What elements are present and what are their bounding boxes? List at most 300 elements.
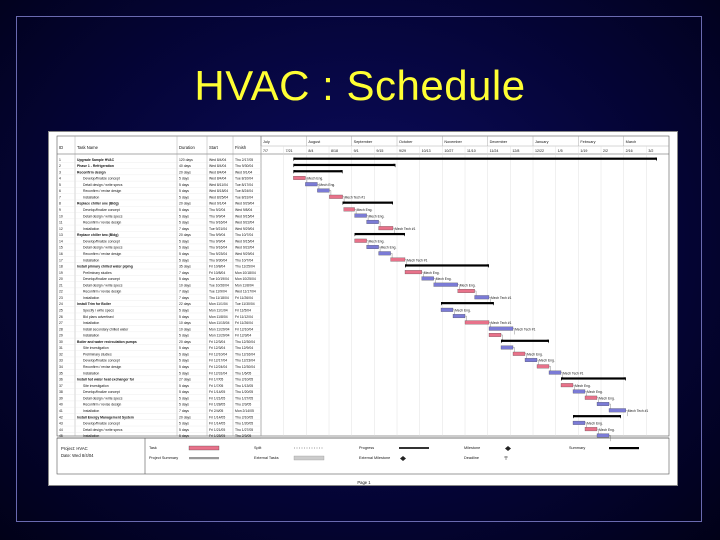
task-resource-label: Mech Eng. [539,358,555,363]
timescale-date-label: 1/19 [580,149,588,153]
task-duration: 20 days [179,415,191,420]
task-name: Reconfirm / revise design [83,365,122,370]
task-start: Fri 2/4/05 [209,408,224,413]
task-start: Wed 8/4/04 [209,176,227,181]
task-duration: 5 days [179,333,189,338]
gantt-chart [48,131,678,486]
task-start: Thu 9/2/04 [209,208,226,213]
task-start: Fri 12/17/04 [209,358,228,363]
legend-swatch-project-summary [189,457,219,459]
task-name: Detail design / write specs [83,245,123,250]
timescale-month-label: October [399,140,413,144]
column-header-id: ID [59,145,64,150]
task-name: Installation [83,333,100,338]
task-start: Wed 8/4/04 [209,170,227,175]
task-finish: Thu 12/30/04 [235,365,255,370]
task-name: Installation [83,226,100,231]
task-duration: 7 days [179,289,189,294]
task-id: 22 [59,289,63,294]
task-duration: 5 days [179,189,189,194]
task-resource-label: Mech Eng. [587,421,603,426]
task-bar [391,258,405,262]
summary-bar [343,202,393,204]
task-name: Installation [83,371,100,376]
timescale-month-label: August [308,140,321,144]
task-finish: Thu 1/27/05 [235,396,254,401]
task-bar [585,427,597,431]
task-bar [489,333,501,337]
task-duration: 20 days [179,233,191,238]
task-finish: Wed 9/1/04 [235,170,253,175]
task-name: Install primary chilled water piping [77,264,133,269]
task-bar [525,358,537,362]
task-bar [597,434,609,438]
task-duration: 20 days [179,170,191,175]
footer-project: Project: HVAC [61,446,88,451]
task-bar [573,421,585,425]
task-start: Fri 1/14/05 [209,421,226,426]
task-duration: 5 days [179,258,189,263]
task-duration: 5 days [179,245,189,250]
task-start: Fri 10/8/04 [209,270,226,275]
task-resource-label: Mech Eng. [527,352,543,357]
task-start: Fri 1/21/05 [209,396,226,401]
task-start: Fri 12/10/04 [209,352,228,357]
task-id: 43 [59,421,63,426]
task-start: Wed 8/18/04 [209,189,229,194]
summary-bar [573,415,621,417]
legend-label: Project Summary [149,456,179,460]
task-start: Thu 9/30/04 [209,258,228,263]
task-id: 31 [59,346,63,351]
task-start: Wed 8/4/04 [209,157,227,162]
task-start: Thu 9/16/04 [209,220,228,225]
task-name: Installation [83,195,100,200]
task-name: Boiler and water recirculation pumps [77,339,137,344]
task-id: 2 [59,164,61,169]
timescale-date-label: 11/10 [467,149,476,153]
task-duration: 20 days [179,339,191,344]
task-bar [573,390,585,394]
task-start: Thu 9/9/04 [209,214,226,219]
task-duration: 7 days [179,270,189,275]
task-start: Mon 11/1/04 [209,308,228,313]
task-finish: Thu 10/7/04 [235,258,254,263]
task-id: 38 [59,390,63,395]
legend-swatch-external [294,456,324,460]
task-finish: Wed 9/29/04 [235,201,255,206]
task-finish: Tue 8/10/04 [235,176,253,181]
legend-swatch-deadline [504,456,508,460]
task-finish: Thu 2/10/05 [235,377,254,382]
task-name: Install Trim for Boiler [77,302,111,307]
task-id: 25 [59,308,63,313]
task-finish: Tue 11/30/04 [235,302,255,307]
task-name: Preliminary studies [83,270,112,275]
task-name: Detail design / write specs [83,427,123,432]
legend-swatch-task [189,446,219,450]
task-start: Fri 12/24/04 [209,365,228,370]
task-duration: 5 days [179,176,189,181]
task-finish: Thu 1/27/05 [235,427,254,432]
task-id: 37 [59,383,63,388]
task-name: Site investigation [83,383,109,388]
task-bar [585,396,597,400]
task-bar [317,189,329,193]
task-finish: Fri 11/26/04 [235,295,253,300]
task-bar [355,214,367,218]
task-name: Reconfirm / revise design [83,402,122,407]
task-finish: Wed 9/8/04 [235,208,253,213]
timescale-date-label: 7/7 [263,149,268,153]
task-duration: 22 days [179,302,191,307]
task-start: Wed 9/1/04 [209,201,227,206]
footer-page: Page 1 [357,480,371,485]
task-duration: 5 days [179,371,189,376]
task-duration: 5 days [179,308,189,313]
task-finish: Fri 11/5/04 [235,308,251,313]
task-finish: Fri 11/26/04 [235,321,253,326]
task-id: 40 [59,402,63,407]
task-finish: Fri 12/3/04 [235,333,252,338]
task-id: 41 [59,408,63,413]
task-bar [344,208,355,212]
summary-bar [501,340,549,342]
task-finish: Wed 9/29/04 [235,226,255,231]
task-bar [379,252,391,256]
task-start: Fri 1/14/05 [209,415,226,420]
task-bar [465,321,489,325]
task-bar [379,226,393,230]
task-duration: 5 days [179,346,189,351]
task-id: 35 [59,371,63,376]
timescale-date-label: 2/2 [603,149,608,153]
task-id: 21 [59,283,63,288]
task-id: 32 [59,352,63,357]
timescale-month-label: February [580,140,596,144]
task-bar [305,182,317,186]
legend-label: External Tasks [254,456,279,460]
task-finish: Mon 10/18/04 [235,270,256,275]
task-start: Wed 8/11/04 [209,182,228,187]
task-resource-label: Mech Eng. [599,396,615,401]
task-bar [367,245,379,249]
task-name: Develop/finalize concept [83,421,120,426]
task-finish: Thu 9/30/04 [235,164,254,169]
task-id: 33 [59,358,63,363]
task-name: Detail design / write specs [83,396,123,401]
task-duration: 5 days [179,352,189,357]
task-finish: Thu 1/20/05 [235,390,254,395]
legend-label: Task [149,446,157,450]
task-duration: 5 days [179,239,189,244]
timescale-date-label: 9/29 [399,149,406,153]
timescale-date-label: 11/24 [489,149,499,153]
task-name: Site investigation [83,346,109,351]
task-duration: 10 days [179,283,191,288]
task-duration: 7 days [179,408,189,413]
task-duration: 5 days [179,214,189,219]
task-finish: Thu 2/3/05 [235,402,252,407]
task-resource-label: Mech Eng. [423,270,440,275]
task-name: Detail design / write specs [83,214,123,219]
task-id: 15 [59,245,63,250]
task-start: Fri 1/28/05 [209,402,226,407]
task-bar [329,195,342,199]
task-id: 16 [59,251,63,256]
timescale-date-label: 8/18 [331,149,338,153]
task-id: 13 [59,233,63,238]
task-start: Mon 11/1/04 [209,302,228,307]
task-duration: 10 days [179,321,191,326]
task-id: 1 [59,157,61,162]
task-start: Fri 12/3/04 [209,346,226,351]
task-name: Preliminary studies [83,352,112,357]
task-finish: Thu 2/10/05 [235,415,254,420]
task-resource-label: Mech Eng. [368,214,385,219]
task-id: 36 [59,377,63,382]
task-finish: Mon 11/8/04 [235,283,254,288]
task-id: 18 [59,264,63,269]
legend-label: Progress [359,446,375,450]
task-name: Develop/finalize concept [83,277,120,282]
task-id: 29 [59,333,63,338]
task-duration: 5 days [179,434,189,439]
task-resource-label: Mech Eng. [356,208,373,213]
task-name: Phase 1 - Refrigeration [77,164,114,169]
summary-bar [293,170,342,172]
task-finish: Wed 9/29/04 [235,251,255,256]
task-resource-label: Mech Tech #1 [627,408,649,413]
task-finish: Thu 2/17/05 [235,157,254,162]
task-id: 7 [59,195,61,200]
task-resource-label: Mech Tech #1 [563,371,584,376]
task-bar [489,327,513,331]
legend-swatch-milestone [400,456,406,461]
task-bar [367,220,379,224]
task-id: 17 [59,258,63,263]
task-start: Tue 10/19/04 [209,277,229,282]
footer-date: Date: Wed 8/4/04 [61,453,94,458]
timescale-date-label: 12/8 [512,149,520,153]
task-id: 14 [59,239,63,244]
task-resource-label: Mech Tech #1 [515,327,536,332]
task-finish: Mon 2/14/05 [235,408,254,413]
task-id: 10 [59,214,63,219]
task-name: Install secondary chilled water [83,327,129,332]
task-start: Fri 10/8/04 [209,264,226,269]
task-start: Thu 9/9/04 [209,233,226,238]
task-duration: 5 days [179,358,189,363]
task-resource-label: Mech Eng. [307,176,324,181]
task-name: Installation [83,258,100,263]
task-finish: Tue 8/31/04 [235,195,253,200]
task-duration: 7 days [179,295,189,300]
task-id: 34 [59,365,63,370]
task-start: Fri 1/7/05 [209,383,224,388]
task-resource-label: Mech Tech #1 [491,295,512,300]
legend-swatch-progress [399,447,429,449]
task-name: Develop/finalize concept [83,390,120,395]
task-id: 12 [59,226,63,231]
task-resource-label: Mech Tech #1 [491,321,512,326]
task-finish: Thu 1/20/05 [235,421,254,426]
task-id: 5 [59,182,61,187]
timescale-month-label: December [489,140,508,144]
summary-bar [293,164,395,166]
task-bar [549,371,561,375]
task-resource-label: Mech Eng. [368,239,385,244]
task-name: Reconfirm / revise design [83,189,122,194]
task-duration: 120 days [179,157,193,162]
timescale-date-label: 8/4 [308,149,314,153]
task-name: Specify / write specs [83,308,114,313]
task-duration: 5 days [179,383,189,388]
summary-bar [441,302,494,304]
task-finish: Thu 12/9/04 [235,346,254,351]
task-resource-label: Mech Eng. [380,245,397,250]
task-duration: 5 days [179,208,189,213]
task-bar [513,352,525,356]
task-resource-label: Mech Tech #1 [407,258,428,263]
task-duration: 5 days [179,402,189,407]
task-name: Detail design / write specs [83,182,123,187]
task-duration: 20 days [179,201,191,206]
task-name: Develop/finalize concept [83,208,120,213]
task-bar [441,308,453,312]
task-id: 4 [59,176,61,181]
task-name: Develop/finalize concept [83,358,120,363]
task-finish: Thu 12/30/04 [235,339,255,344]
task-bar [434,283,458,287]
gantt-svg [49,132,678,486]
task-finish: Thu 1/13/05 [235,383,254,388]
task-duration: 5 days [179,251,189,256]
task-id: 39 [59,396,63,401]
legend-label: Split [254,446,262,450]
task-start: Tue 10/26/04 [209,283,229,288]
task-finish: Thu 12/23/04 [235,358,255,363]
task-resource-label: Mech Eng. [455,308,471,313]
legend-label: External Milestone [359,456,391,460]
task-start: Wed 8/4/04 [209,164,227,169]
task-start: Fri 1/14/05 [209,390,226,395]
task-duration: 5 days [179,277,189,282]
task-start: Fri 12/31/04 [209,371,228,376]
task-bar [475,295,489,299]
task-id: 26 [59,314,63,319]
task-id: 30 [59,339,63,344]
task-name: Develop/finalize concept [83,176,120,181]
task-bar [355,239,367,243]
task-id: 42 [59,415,63,420]
legend-label: Summary [569,446,586,450]
task-finish: Fri 12/10/04 [235,327,254,332]
task-finish: Thu 11/25/04 [235,264,255,269]
task-id: 8 [59,201,61,206]
task-id: 19 [59,270,63,275]
task-finish: Thu 10/7/04 [235,233,254,238]
task-bar [537,365,549,369]
task-finish: Wed 9/22/04 [235,220,255,225]
timescale-date-label: 10/13 [421,149,431,153]
task-id: 9 [59,208,61,213]
legend-swatch-milestone [505,446,511,451]
slide-title: HVAC : Schedule [194,62,526,109]
task-name: Installation [83,321,100,326]
column-header-start: Start [209,145,218,150]
timescale-month-label: November [444,140,462,144]
task-finish: Fri 11/12/04 [235,314,253,319]
task-id: 45 [59,434,63,439]
task-duration: 5 days [179,427,189,432]
task-finish: Thu 1/6/05 [235,371,252,376]
task-name: Reconfirm / revise design [83,220,122,225]
task-start: Mon 11/29/04 [209,327,230,332]
task-resource-label: Mech Eng. [459,283,476,288]
task-finish: Wed 11/17/04 [235,289,256,294]
task-resource-label: Mech Eng. [319,182,336,187]
task-resource-label: Mech Eng. [587,390,603,395]
task-name: Develop/finalize concept [83,239,120,244]
task-resource-label: Mech Eng. [435,277,452,282]
task-id: 24 [59,302,63,307]
task-name: Install Energy Management System [77,415,134,420]
task-duration: 7 days [179,226,189,231]
task-bar [609,409,626,413]
task-bar [405,270,422,274]
timescale-date-label: 2/16 [625,149,633,153]
task-duration: 35 days [179,264,191,269]
task-id: 28 [59,327,63,332]
task-duration: 5 days [179,365,189,370]
task-bar [561,383,573,387]
task-start: Mon 11/8/04 [209,314,228,319]
task-bar [293,176,305,180]
task-duration: 5 days [179,396,189,401]
legend-label: Milestone [464,446,481,450]
task-name: Installation [83,434,100,439]
task-bar [458,289,475,293]
task-duration: 5 days [179,390,189,395]
task-start: Tue 9/21/04 [209,226,227,231]
task-name: Upgrade Sample HVAC [77,157,115,162]
task-id: 27 [59,321,63,326]
task-name: Reconfirm / revise design [83,289,122,294]
task-duration: 5 days [179,314,189,319]
task-resource-label: Mech Tech #1 [395,226,416,231]
column-header-finish: Finish [235,145,247,150]
task-id: 3 [59,170,61,175]
legend-swatch-summary [609,447,639,449]
timescale-month-label: January [535,140,549,144]
task-id: 23 [59,295,63,300]
timescale-date-label: 7/21 [285,149,293,153]
task-finish: Tue 8/17/04 [235,182,253,187]
task-bar [422,277,434,281]
task-name: Installation [83,295,100,300]
summary-bar [561,377,626,379]
task-bar [501,346,513,350]
task-start: Thu 9/9/04 [209,239,226,244]
task-id: 20 [59,277,63,282]
task-bar [453,314,465,318]
summary-bar [405,264,489,266]
task-finish: Wed 9/15/04 [235,214,255,219]
task-duration: 40 days [179,164,191,169]
task-id: 11 [59,220,63,225]
task-name: Replace chiller two (Bldg) [77,233,119,238]
